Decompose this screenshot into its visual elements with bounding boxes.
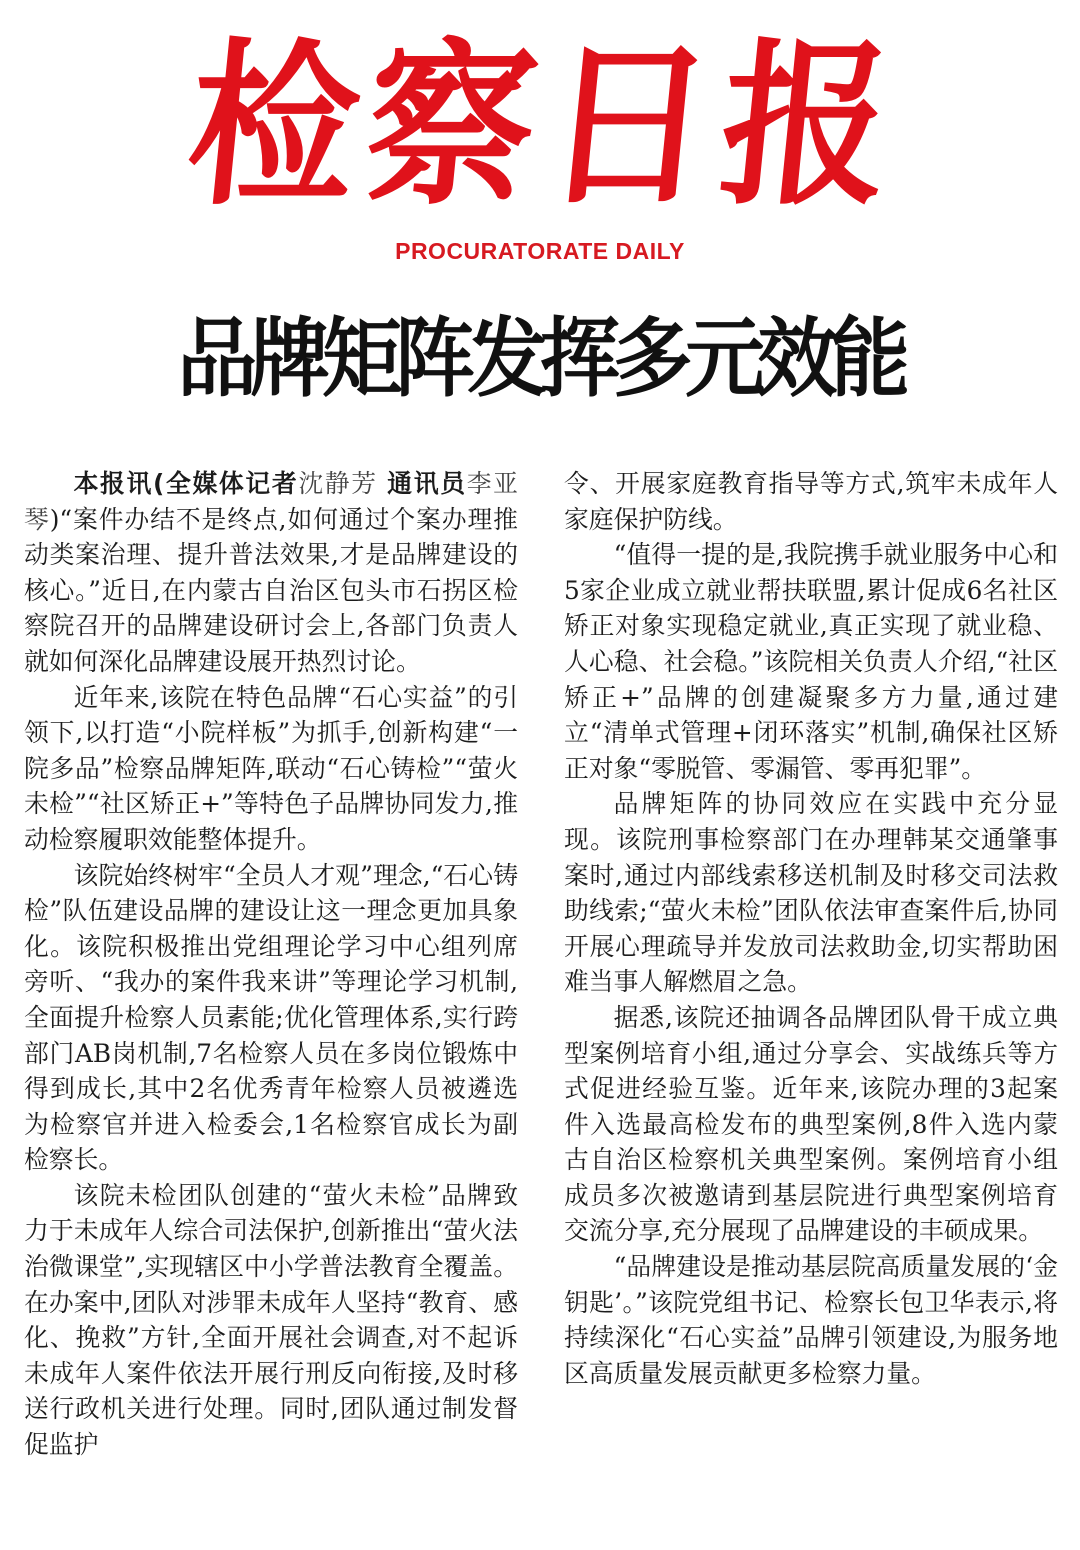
article-column-left (24, 466, 518, 1536)
body-paragraph: 近年来,该院在特色品牌“石心实益”的引领下,以打造“小院样板”为抓手,创新构建“一院多品”检察品牌矩阵,联动“石心铸检”“萤火未检”“社区矫正+”等特色子品牌协同发力,推动检察履职效能整体提升。 (24, 682, 518, 854)
body-paragraph: “品牌建设是推动基层院高质量发展的‘金钥匙’。”该院党组书记、检察长包卫华表示,将持续深化“石心实益”品牌引领建设,为服务地区高质量发展贡献更多检察力量。 (564, 1252, 1058, 1388)
continued-paragraph: 令、开展家庭教育指导等方式,筑牢未成年人家庭保护防线。 (564, 469, 1058, 534)
body-paragraph: 据悉,该院还抽调各品牌团队骨干成立典型案例培育小组,通过分享会、实战练兵等方式促进经验互鉴。近年来,该院办理的3起案件入选最高检发布的典型案例,8件入选内蒙古自治区检察机关典型案例。案例培育小组成员多次被邀请到基层院进行典型案例培育交流分享,充分展现了品牌建设的丰硕成果。 (564, 1002, 1058, 1246)
byline-prefix: 本报讯( (73, 469, 165, 498)
logo-char: 察 (356, 20, 546, 229)
logo-char: 检 (179, 20, 369, 229)
article-column-right (564, 466, 1058, 1536)
byline-name: 李亚琴 (24, 469, 518, 534)
byline-name: 沈静芳 (298, 469, 378, 498)
lead-paragraph (24, 466, 518, 680)
article-headline: 品牌矩阵发挥多元效能 (177, 309, 903, 409)
body-paragraph: 品牌矩阵的协同效应在实践中充分显现。该院刑事检察部门在办理韩某交通肇事案时,通过内部线索移送机制及时移交司法救助线索;“萤火未检”团队依法审查案件后,协同开展心理疏导并发放司法救助金,切实帮助困难当事人解燃眉之急。 (564, 789, 1058, 997)
body-paragraph: 该院未检团队创建的“萤火未检”品牌致力于未成年人综合司法保护,创新推出“萤火法治微课堂”,实现辖区中小学普法教育全覆盖。在办案中,团队对涉罪未成年人坚持“教育、感化、挽救”方针,全面开展社会调查,对不起诉未成年人案件依法开展行刑反向衔接,及时移送行政机关进行处理。同时,团队通过制发督促监护 (24, 1180, 518, 1460)
logo-char: 报 (711, 20, 901, 229)
body-paragraph: “值得一提的是,我院携手就业服务中心和5家企业成立就业帮扶联盟,累计促成6名社区矫正对象实现稳定就业,真正实现了就业稳、人心稳、社会稳。”该院相关负责人介绍,“社区矫正+”品牌的创建凝聚多方力量,通过建立“清单式管理+闭环落实”机制,确保社区矫正对象“零脱管、零漏管、零再犯罪”。 (564, 540, 1058, 783)
body-paragraph: 该院始终树牢“全员人才观”理念,“石心铸检”队伍建设品牌的建设让这一理念更加具象化。该院积极推出党组理论学习中心组列席旁听、“我办的案件我来讲”等理论学习机制,全面提升检察人员素能;优化管理体系,实行跨部门AB岗机制,7名检察人员在多岗位锻炼中得到成长,其中2名优秀青年检察人员被遴选为检察官并进入检委会,1名检察官成长为副检察长。 (24, 860, 518, 1175)
masthead-subtitle: PROCURATORATE DAILY (395, 238, 685, 264)
masthead (0, 0, 1080, 290)
lead-text: )“案件办结不是终点,如何通过个案办理推动类案治理、提升普法效果,才是品牌建设的核心。”近日,在内蒙古自治区包头市石拐区检察院召开的品牌建设研讨会上,各部门负责人就如何深化品牌建设展开热烈讨论。 (24, 504, 518, 676)
byline-role: 全媒体记者 (164, 469, 299, 498)
newspaper-logo (179, 20, 901, 229)
byline-role: 通讯员 (387, 469, 467, 498)
logo-char: 日 (534, 20, 724, 229)
